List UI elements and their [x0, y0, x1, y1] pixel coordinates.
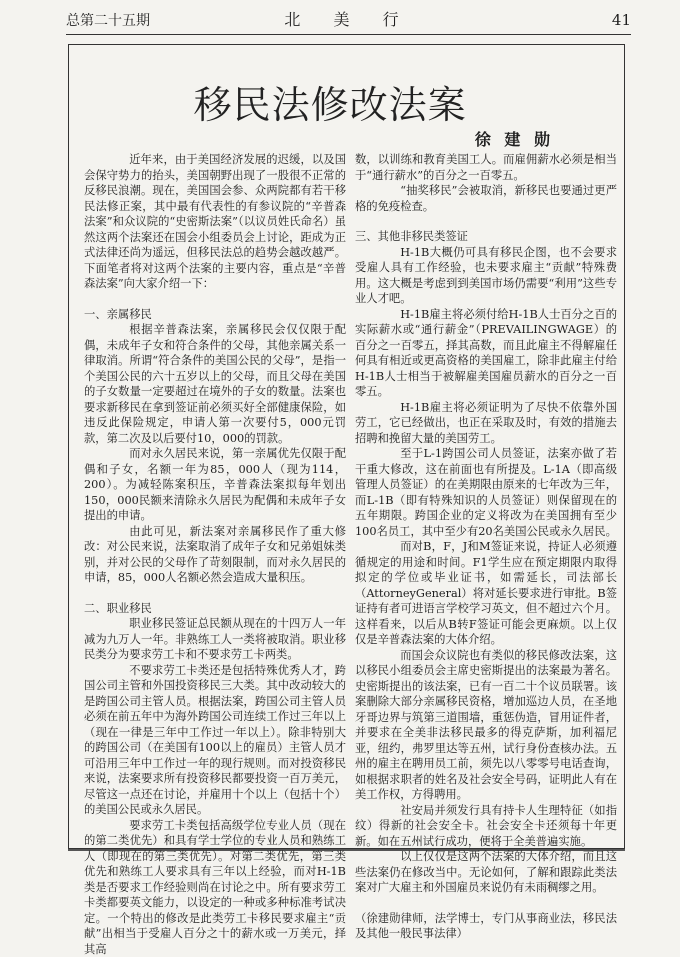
paragraph: 根据辛普森法案，亲属移民会仅仅限于配偶，未成年子女和符合条件的父母，其他亲属关系一律取消。所谓“符合条件的美国公民的父母”，是指一个美国公民的六十五岁以上的父母，而且父母在美国的子女数量一定要超过在境外的子女的数量。法案也要求新移民在拿到签证前必须买好全部健康保险，如违反此保险规定，申请人第一次要付5，000元罚款，第二次及以后要付10，000的罚款。 [84, 322, 346, 446]
running-header [66, 8, 631, 35]
paragraph: 以上仅仅是这两个法案的大体介绍，而且这些法案仍在修改当中。无论如何，了解和跟踪此类法案对广大雇主和外国雇员来说仍有未雨稠缪之用。 [355, 849, 617, 896]
section-heading: 一、亲属移民 [84, 307, 346, 323]
article-frame [68, 44, 625, 849]
paragraph: 至于L-1跨国公司人员签证，法案亦做了若干重大修改，这在前面也有所提及。L-1A（即高级管理人员签证）的在美期限由原来的七年改为三年，而L-1B（即有特殊知识的人员签证）则保留现在的五年期限。跨国企业的定义将改为在美国拥有至少100名员工，其中至少有20名美国公民或永久居民。 [355, 446, 617, 539]
section-heading: 二、职业移民 [84, 601, 346, 617]
right-column [355, 152, 617, 942]
author-note: （徐建勋律师，法学博士，专门从事商业法，移民法及其他一般民事法律） [355, 911, 617, 942]
page-number: 41 [612, 11, 631, 30]
paragraph: H-1B雇主将必须付给H-1B人士百分之百的实际薪水或“通行薪金”（PREVAILINGWAGE）的百分之一百零五，择其高数，而且此雇主不得解雇任何具有相近或更高资格的美国雇工，除非此雇主付给H-1B人士相当于被解雇美国雇员薪水的百分之一百零五。 [355, 307, 617, 400]
issue-number: 总第二十五期 [66, 12, 150, 30]
left-column [84, 152, 346, 957]
article-title: 移民法修改法案 [194, 83, 467, 127]
paragraph: 近年来，由于美国经济发展的迟缓，以及国会保守势力的抬头，美国朝野出现了一股很不正常的反移民浪潮。现在，美国国会参、众两院都有若干移民法修正案，其中最有代表性的有参议院的“辛普森法案”和众议院的“史密斯法案”（以议员姓氏命名）虽然这两个法案还在国会小组委员会上讨论，距成为正式法律还尚为遥远，但移民法总的趋势会越改越严。下面笔者将对这两个法案的主要内容，重点是“辛普森法案”向大家介绍一下： [84, 152, 346, 292]
section-heading: 三、其他非移民类签证 [355, 229, 617, 245]
paragraph: 而对B，F，J和M签证来说，持证人必须遵循规定的用途和时间。F1学生应在预定期限内取得拟定的学位或毕业证书，如需延长，司法部长（AttorneyGeneral）将对延长要求进行审批。B签证持有者可进语言学校学习英文，但不超过六个月。这样看来，以后从B转F签证可能会更麻烦。以上仅仅是辛普森法案的大体介绍。 [355, 539, 617, 648]
paragraph: 而国会众议院也有类似的移民修改法案，这以移民小组委员会主席史密斯提出的法案最为著名。史密斯提出的该法案，已有一百二十个议员联署。该案删除大部分亲属移民资格，增加巡边人员，在圣地牙哥边界与筑第三道围墙，重惩伪造，冒用证件者，并要求在全美非法移民最多的得克萨斯，加利福尼亚，纽约，弗罗里达等五州，试行身份查核办法。五州的雇主在聘用员工前，须先以八零零号电话查询，如根据求职者的姓名及社会安全号码，证明此人有在美工作权，方得聘用。 [355, 648, 617, 803]
paragraph: 社安局并须发行具有持卡人生理特征（如指纹）得新的社会安全卡。社会安全卡还须每十年更新。如在五州试行成功，便将于全美普遍实施。 [355, 803, 617, 850]
magazine-name: 北 美 行 [284, 10, 412, 30]
paragraph: H-1B雇主将必须证明为了尽快不依靠外国劳工，它已经做出，也正在采取及时，有效的措施去招聘和挽留大量的美国劳工。 [355, 400, 617, 447]
paragraph: 要求劳工卡类包括高级学位专业人员（现在的第二类优先）和具有学士学位的专业人员和熟练工人（即现在的第三类优先）。对第二类优先，第三类优先和熟练工人要求具有三年以上经验，而对H-1B类是否要求工作经验则尚在讨论之中。所有要求劳工卡类都要英文能力，以设定的一种或多种标准考试决定。一个特出的修改是此类劳工卡移民要求雇主“贡献”出相当于受雇人百分之十的薪水或一万美元，择其高 [84, 818, 346, 957]
paragraph: “抽奖移民”会被取消，新移民也要通过更严格的免疫检查。 [355, 183, 617, 214]
paragraph-continued: 数，以训练和教育美国工人。而雇佣薪水必须是相当于“通行薪水”的百分之一百零五。 [355, 152, 617, 183]
paragraph: 由此可见，新法案对亲属移民作了重大修改：对公民来说，法案取消了成年子女和兄弟姐妹类别，并对公民的父母作了苛刻限制，而对永久居民的申请，85，000人名额必然会造成大量积压。 [84, 524, 346, 586]
article-author: 徐 建 勋 [475, 131, 554, 149]
paragraph: 职业移民签证总民额从现在的十四万人一年减为九万人一年。非熟练工人一类将被取消。职业移民类分为要求劳工卡和不要求劳工卡两类。 [84, 616, 346, 663]
paragraph: H-1B大概仍可具有移民企图，也不会要求受雇人具有工作经验，也未要求雇主“贡献”特殊费用。这大概是考虑到到美国市场仍需要“利用”这些专业人才吧。 [355, 245, 617, 307]
paragraph: 而对永久居民来说，第一亲属优先仅限于配偶和子女，名额一年为85，000人（现为114，200）。为减轻陈案积压，辛普森法案拟每年划出150，000民额来清除永久居民为配偶和未成年子女提出的申请。 [84, 446, 346, 524]
paragraph: 不要求劳工卡类还是包括特殊优秀人才，跨国公司主管和外国投资移民三大类。其中改动较大的是跨国公司主管人员。根据法案，跨国公司主管人员必须在前五年中为海外跨国公司连续工作过三年以上（现在一律是三年中工作过一年以上）。除非特别大的跨国公司（在美国有100以上的雇员）主管人员才可沿用三年中工作过一年的现行规则。而对投资移民来说，法案要求所有投资移民都要投资一百万美元，尽管这一点还在讨论，并雇用十个以上（包括十个）的美国公民或永久居民。 [84, 663, 346, 818]
